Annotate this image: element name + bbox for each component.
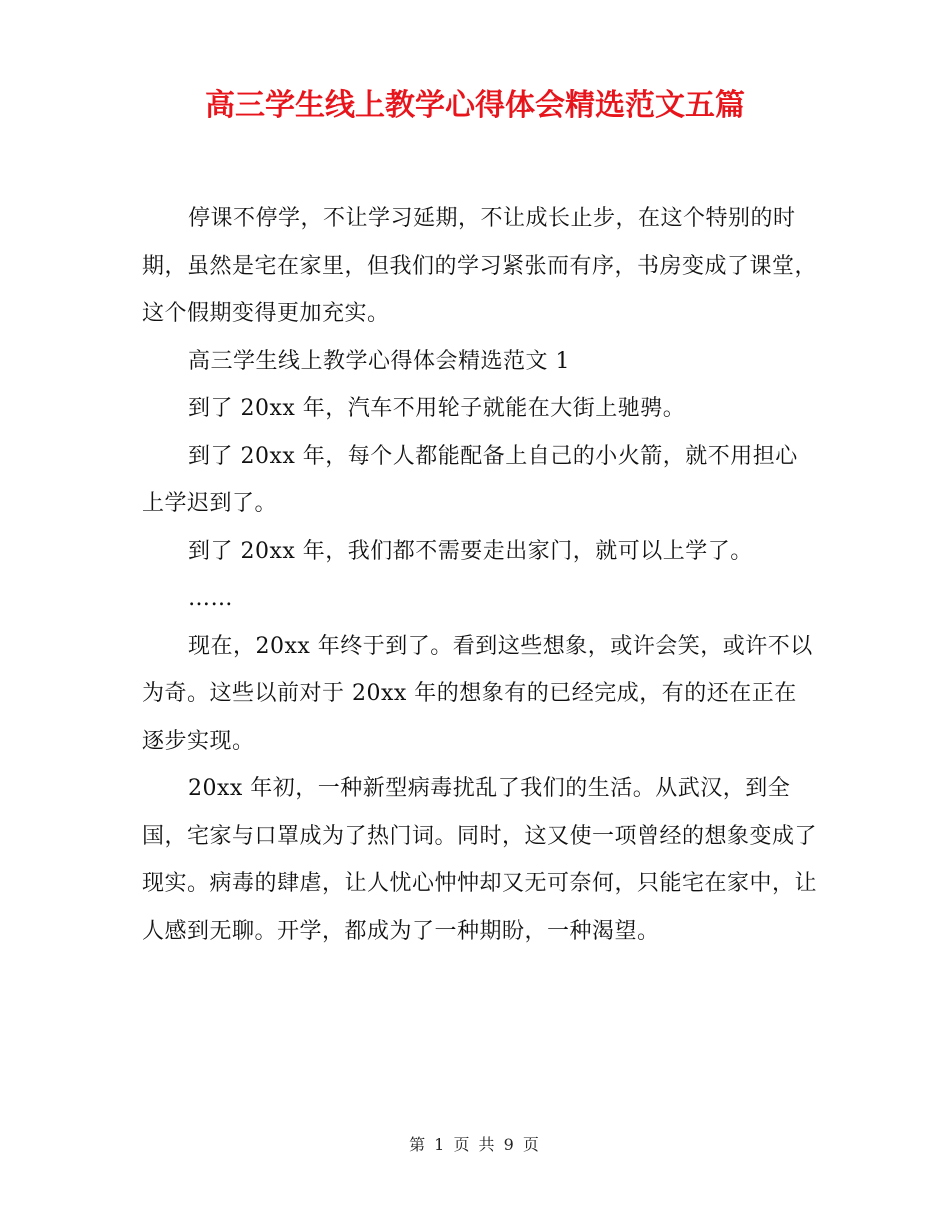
paragraph-virus: 20xx 年初，一种新型病毒扰乱了我们的生活。从武汉，到全国，宅家与口罩成为了热门词。同时，这又使一项曾经的想象变成了现实。病毒的肆虐，让人忧心忡忡却又无可奈何，只能宅在家中，让人感到无聊。开学，都成为了一种期盼，一种渴望。 bbox=[142, 776, 818, 944]
document-title: 高三学生线上教学心得体会精选范文五篇 bbox=[205, 88, 745, 123]
paragraph-section-heading: 高三学生线上教学心得体会精选范文 1 bbox=[188, 348, 570, 374]
paragraph-home-school: 到了 20xx 年，我们都不需要走出家门，就可以上学了。 bbox=[188, 538, 753, 564]
paragraph-now: 现在，20xx 年终于到了。看到这些想象，或许会笑，或许不以为奇。这些以前对于 20xx 年的想象有的已经完成，有的还在正在逐步实现。 bbox=[142, 633, 813, 754]
page-number-footer: 第 1 页 共 9 页 bbox=[409, 1135, 541, 1154]
paragraph-car: 到了 20xx 年，汽车不用轮子就能在大街上驰骋。 bbox=[188, 396, 686, 421]
paragraph-ellipsis: …… bbox=[188, 586, 233, 611]
document-body bbox=[142, 195, 817, 955]
paragraph-rocket: 到了 20xx 年，每个人都能配备上自己的小火箭，就不用担心上学迟到了。 bbox=[142, 443, 798, 516]
paragraph-intro: 停课不停学，不让学习延期，不让成长止步，在这个特别的时期，虽然是宅在家里，但我们的学习紧张而有序，书房变成了课堂，这个假期变得更加充实。 bbox=[142, 206, 818, 326]
